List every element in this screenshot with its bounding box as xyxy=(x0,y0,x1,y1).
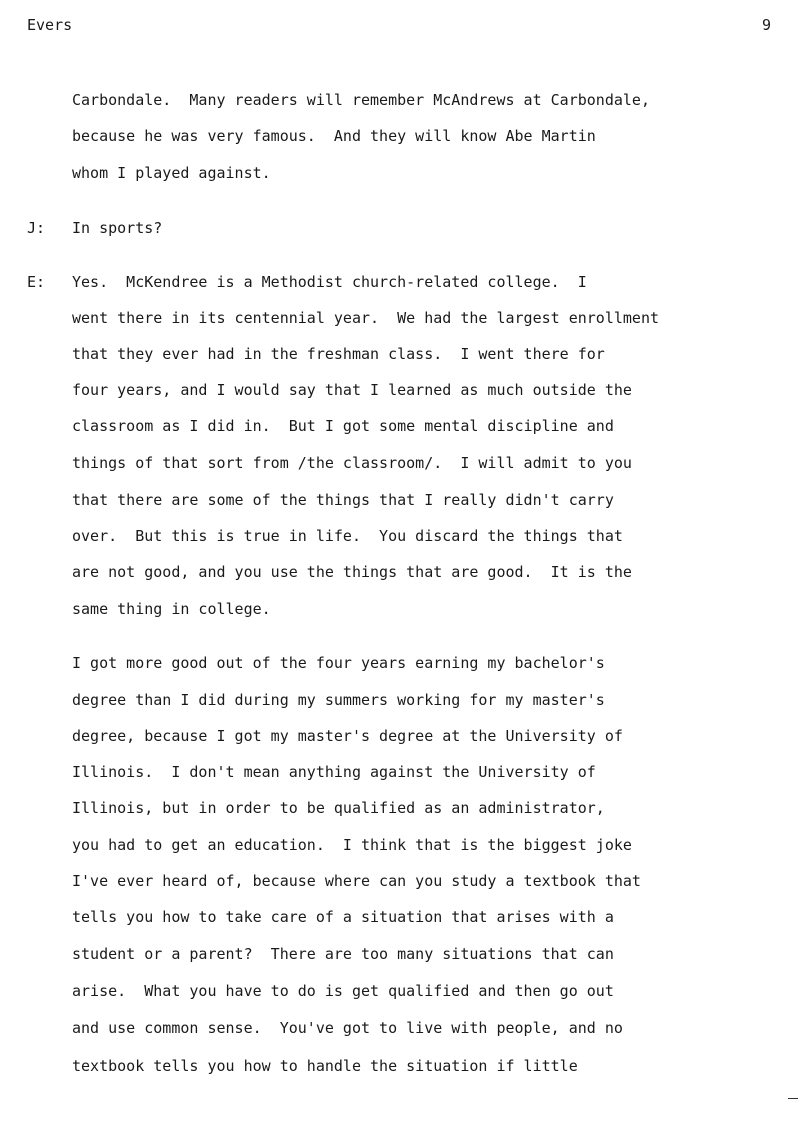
text-line: Illinois. I don't mean anything against the University of xyxy=(72,763,596,781)
text-line: Illinois, but in order to be qualified as an administrator, xyxy=(72,799,605,817)
text-line: are not good, and you use the things that are good. It is the xyxy=(72,563,632,581)
text-line: that they ever had in the freshman class. I went there for xyxy=(72,345,605,363)
text-line: same thing in college. xyxy=(72,600,271,618)
running-header-name: Evers xyxy=(27,16,73,34)
text-line: that there are some of the things that I really didn't carry xyxy=(72,491,614,509)
text-line: because he was very famous. And they will know Abe Martin xyxy=(72,127,596,145)
speaker-label: J: xyxy=(27,219,46,237)
text-line: I got more good out of the four years earning my bachelor's xyxy=(72,654,605,672)
text-line: In sports? xyxy=(72,219,163,237)
text-line: four years, and I would say that I learned as much outside the xyxy=(72,381,632,399)
text-line: and use common sense. You've got to live with people, and no xyxy=(72,1019,623,1037)
text-line: went there in its centennial year. We had the largest enrollment xyxy=(72,309,659,327)
text-line: things of that sort from /the classroom/. I will admit to you xyxy=(72,454,632,472)
text-line: Yes. McKendree is a Methodist church-related college. I xyxy=(72,273,587,291)
text-line: degree, because I got my master's degree at the University of xyxy=(72,727,623,745)
text-line: tells you how to take care of a situation that arises with a xyxy=(72,908,614,926)
page-number: 9 xyxy=(762,16,772,34)
text-line: you had to get an education. I think that is the biggest joke xyxy=(72,836,632,854)
text-line: whom I played against. xyxy=(72,164,271,182)
speaker-label: E: xyxy=(27,273,46,291)
text-line: student or a parent? There are too many situations that can xyxy=(72,945,614,963)
text-line: arise. What you have to do is get qualified and then go out xyxy=(72,982,614,1000)
text-line: degree than I did during my summers working for my master's xyxy=(72,691,605,709)
text-line: Carbondale. Many readers will remember McAndrews at Carbondale, xyxy=(72,91,650,109)
text-line: textbook tells you how to handle the situation if little xyxy=(72,1057,578,1075)
page-edge-mark xyxy=(788,1098,798,1099)
text-line: over. But this is true in life. You discard the things that xyxy=(72,527,623,545)
text-line: classroom as I did in. But I got some mental discipline and xyxy=(72,417,614,435)
text-line: I've ever heard of, because where can you study a textbook that xyxy=(72,872,641,890)
